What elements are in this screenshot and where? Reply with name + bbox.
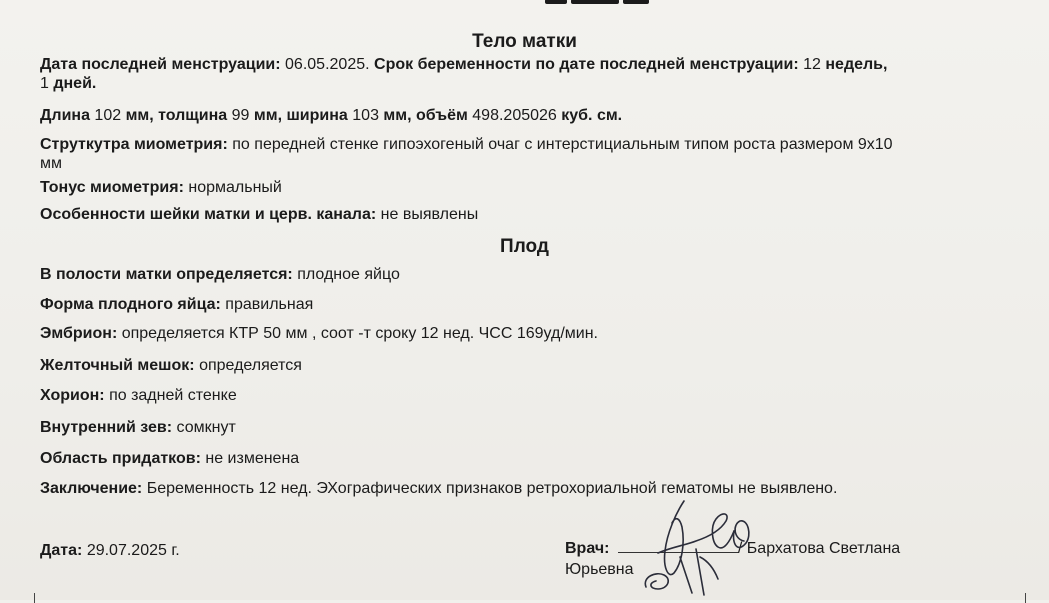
myometrium-value-cont: мм — [40, 155, 62, 172]
cavity-label: В полости матки определяется: — [40, 266, 293, 283]
chorion-row — [40, 386, 1025, 405]
handwritten-signature — [622, 497, 772, 597]
lmp-value: 06.05.2025. — [285, 56, 370, 73]
adnexa-value: не изменена — [205, 450, 300, 467]
myometrium-row — [40, 135, 1025, 173]
tone-label: Тонус миометрия: — [40, 179, 184, 196]
myometrium-label: Струткутра миометрия: — [40, 136, 228, 153]
shape-label: Форма плодного яйца: — [40, 296, 221, 313]
volume-unit: куб. см. — [561, 107, 623, 124]
length-label: Длина — [40, 107, 90, 124]
tone-row — [40, 178, 1025, 197]
cropped-text-fragment — [545, 0, 665, 5]
os-value: сомкнут — [176, 419, 236, 436]
volume-label: мм, объём — [383, 107, 468, 124]
chorion-value: по задней стенке — [109, 387, 237, 404]
lmp-row — [40, 55, 1025, 93]
os-label: Внутренний зев: — [40, 419, 173, 436]
cervix-row — [40, 205, 1025, 224]
ga-weeks-unit: недель, — [825, 56, 888, 73]
shape-value: правильная — [225, 296, 314, 313]
thickness-label: мм, толщина — [125, 107, 228, 124]
yolk-value: определяется — [199, 357, 302, 374]
lmp-label: Дата последней менструации: — [40, 56, 281, 73]
adnexa-row — [40, 449, 1025, 468]
yolk-row — [40, 356, 1025, 375]
volume-value: 498.205026 — [472, 107, 557, 124]
width-label: мм, ширина — [253, 107, 348, 124]
date-value: 29.07.2025 г. — [86, 542, 180, 559]
doctor-patronymic: Юрьевна — [565, 561, 634, 578]
cavity-value: плодное яйцо — [297, 266, 400, 283]
width-value: 103 — [352, 107, 379, 124]
conclusion-label: Заключение: — [40, 480, 143, 497]
cervix-value: не выявлены — [380, 206, 479, 223]
table-frame-bottom — [34, 593, 1026, 603]
doctor-label: Врач: — [565, 540, 610, 557]
cervix-label: Особенности шейки матки и церв. канала: — [40, 206, 377, 223]
uterus-section-title: Тело матки — [472, 31, 577, 52]
ga-days-value: 1 — [40, 75, 49, 92]
ga-days-unit: дней. — [53, 75, 97, 92]
myometrium-value: по передней стенке гипоэхогеный очаг с интерстициальным типом роста размером 9х10 — [232, 136, 893, 153]
conclusion-row — [40, 479, 1025, 498]
os-row — [40, 418, 1025, 437]
fetus-section-title: Плод — [500, 236, 549, 257]
chorion-label: Хорион: — [40, 387, 105, 404]
dimensions-row — [40, 106, 1025, 125]
adnexa-label: Область придатков: — [40, 450, 201, 467]
length-value: 102 — [94, 107, 122, 124]
embryo-label: Эмбрион: — [40, 325, 118, 342]
ga-label: Срок беременности по дате последней менструации: — [374, 56, 799, 73]
ga-weeks-value: 12 — [803, 56, 821, 73]
doctor-name: / Бархатова Светлана — [737, 540, 901, 557]
date-row — [40, 541, 340, 560]
conclusion-value: Беременность 12 нед. ЭХографических признаков ретрохориальной гематомы не выявлено. — [146, 480, 838, 497]
date-label: Дата: — [40, 542, 83, 559]
tone-value: нормальный — [188, 179, 282, 196]
cavity-row — [40, 265, 1025, 284]
shape-row — [40, 295, 1025, 314]
thickness-value: 99 — [231, 107, 250, 124]
yolk-label: Желточный мешок: — [40, 357, 195, 374]
embryo-row — [40, 324, 1025, 343]
embryo-value: определяется КТР 50 мм , соот -т сроку 12 нед. ЧСС 169уд/мин. — [121, 325, 598, 342]
